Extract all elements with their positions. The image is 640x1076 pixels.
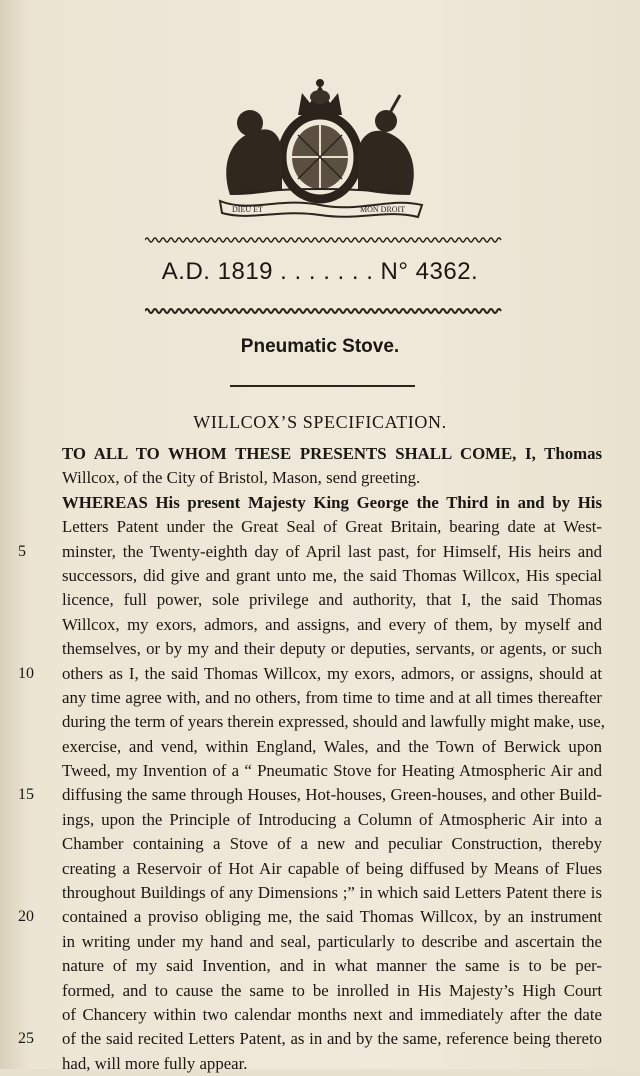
royal-coat-of-arms-icon <box>210 75 430 220</box>
line-number: 15 <box>18 786 34 804</box>
text-line <box>62 466 602 490</box>
text-line <box>62 832 602 856</box>
line-text: had, will more fully appear. <box>62 1053 248 1073</box>
text-line <box>62 588 602 612</box>
text-line <box>62 710 605 734</box>
line-text: WHEREAS His present Majesty King George the Third in and by His <box>62 492 602 512</box>
text-line <box>62 442 602 466</box>
line-text: nature of my said Invention, and in what manner the same is to be per- <box>62 956 602 976</box>
line-number: 10 <box>18 664 34 682</box>
line-number: 5 <box>18 542 26 560</box>
patent-number-line <box>0 258 640 286</box>
ornamental-rule-top <box>145 236 503 244</box>
text-line <box>62 979 602 1003</box>
line-text: in writing under my hand and seal, particularly to describe and ascertain the <box>62 931 602 951</box>
text-line <box>62 1052 602 1076</box>
line-text: successors, did give and grant unto me, the said Thomas Willcox, His special <box>62 565 602 585</box>
line-text: any time agree with, and no others, from time to time and at all times thereafter <box>62 687 602 707</box>
line-text: ings, upon the Principle of Introducing a Column of Atmospheric Air into a <box>62 809 602 829</box>
line-text: Chamber containing a Stove of a new and peculiar Construction, thereby <box>62 834 602 854</box>
text-line <box>62 857 602 881</box>
svg-text:MON DROIT: MON DROIT <box>360 205 406 214</box>
title-divider <box>230 385 415 387</box>
text-line <box>18 540 602 564</box>
line-text: exercise, and vend, within England, Wales, and the Town of Berwick upon <box>62 736 602 756</box>
ornamental-rule-bottom <box>145 307 503 315</box>
text-line <box>62 954 602 978</box>
text-line <box>62 515 602 539</box>
line-text: themselves, or by my and their deputy or deputies, servants, or agents, or such <box>62 639 602 659</box>
text-line <box>62 1003 602 1027</box>
line-text: Willcox, my exors, admors, and assigns, and every of them, by myself and <box>62 614 602 634</box>
svg-text:DIEU ET: DIEU ET <box>232 205 263 214</box>
line-number: 20 <box>18 908 34 926</box>
patent-year: A.D. 1819 <box>161 258 274 285</box>
line-text: of the said recited Letters Patent, as in and by the same, reference being thereto <box>62 1029 602 1049</box>
specification-heading: WILLCOX’S SPECIFICATION. <box>193 412 447 432</box>
text-line <box>18 905 602 929</box>
line-text: Letters Patent under the Great Seal of Great Britain, bearing date at West- <box>62 517 602 537</box>
line-text: contained a proviso obliging me, the said Thomas Willcox, by an instrument <box>62 907 602 927</box>
line-text: Willcox, of the City of Bristol, Mason, send greeting. <box>62 468 421 488</box>
line-text: during the term of years therein expressed, should and lawfully might make, use, <box>62 712 605 732</box>
text-line <box>62 930 602 954</box>
text-line <box>18 662 602 686</box>
text-line <box>62 881 602 905</box>
line-text: TO ALL TO WHOM THESE PRESENTS SHALL COME, I, Thomas <box>62 444 602 463</box>
text-line <box>62 759 602 783</box>
specification-body <box>18 442 605 1076</box>
text-line <box>18 783 602 807</box>
document-title: Pneumatic Stove. <box>240 336 400 357</box>
patent-number: N° 4362. <box>380 258 479 285</box>
text-line <box>62 808 602 832</box>
line-text: of Chancery within two calendar months next and immediately after the date <box>62 1004 602 1024</box>
line-text: creating a Reservoir of Hot Air capable of being diffused by Means of Flues <box>62 858 602 878</box>
text-line <box>62 735 602 759</box>
text-line <box>62 491 602 515</box>
text-line <box>18 1027 602 1051</box>
line-text: others as I, the said Thomas Willcox, my exors, admors, or assigns, should at <box>62 663 602 683</box>
text-line <box>62 686 602 710</box>
line-text: diffusing the same through Houses, Hot-houses, Green-houses, and other Build- <box>62 785 602 805</box>
text-line <box>62 613 602 637</box>
text-line <box>62 564 602 588</box>
line-text: licence, full power, sole privilege and authority, that I, the said Thomas <box>62 590 602 610</box>
line-text: minster, the Twenty-eighth day of April last past, for Himself, His heirs and <box>62 541 602 561</box>
line-number: 25 <box>18 1030 34 1048</box>
line-text: throughout Buildings of any Dimensions ;” in which said Letters Patent there is <box>62 883 602 903</box>
line-text: Tweed, my Invention of a “ Pneumatic Stove for Heating Atmospheric Air and <box>62 761 602 781</box>
text-line <box>62 637 602 661</box>
line-text: formed, and to cause the same to be inrolled in His Majesty’s High Court <box>62 980 602 1000</box>
leader-dots: . . . . . . . <box>273 258 381 285</box>
